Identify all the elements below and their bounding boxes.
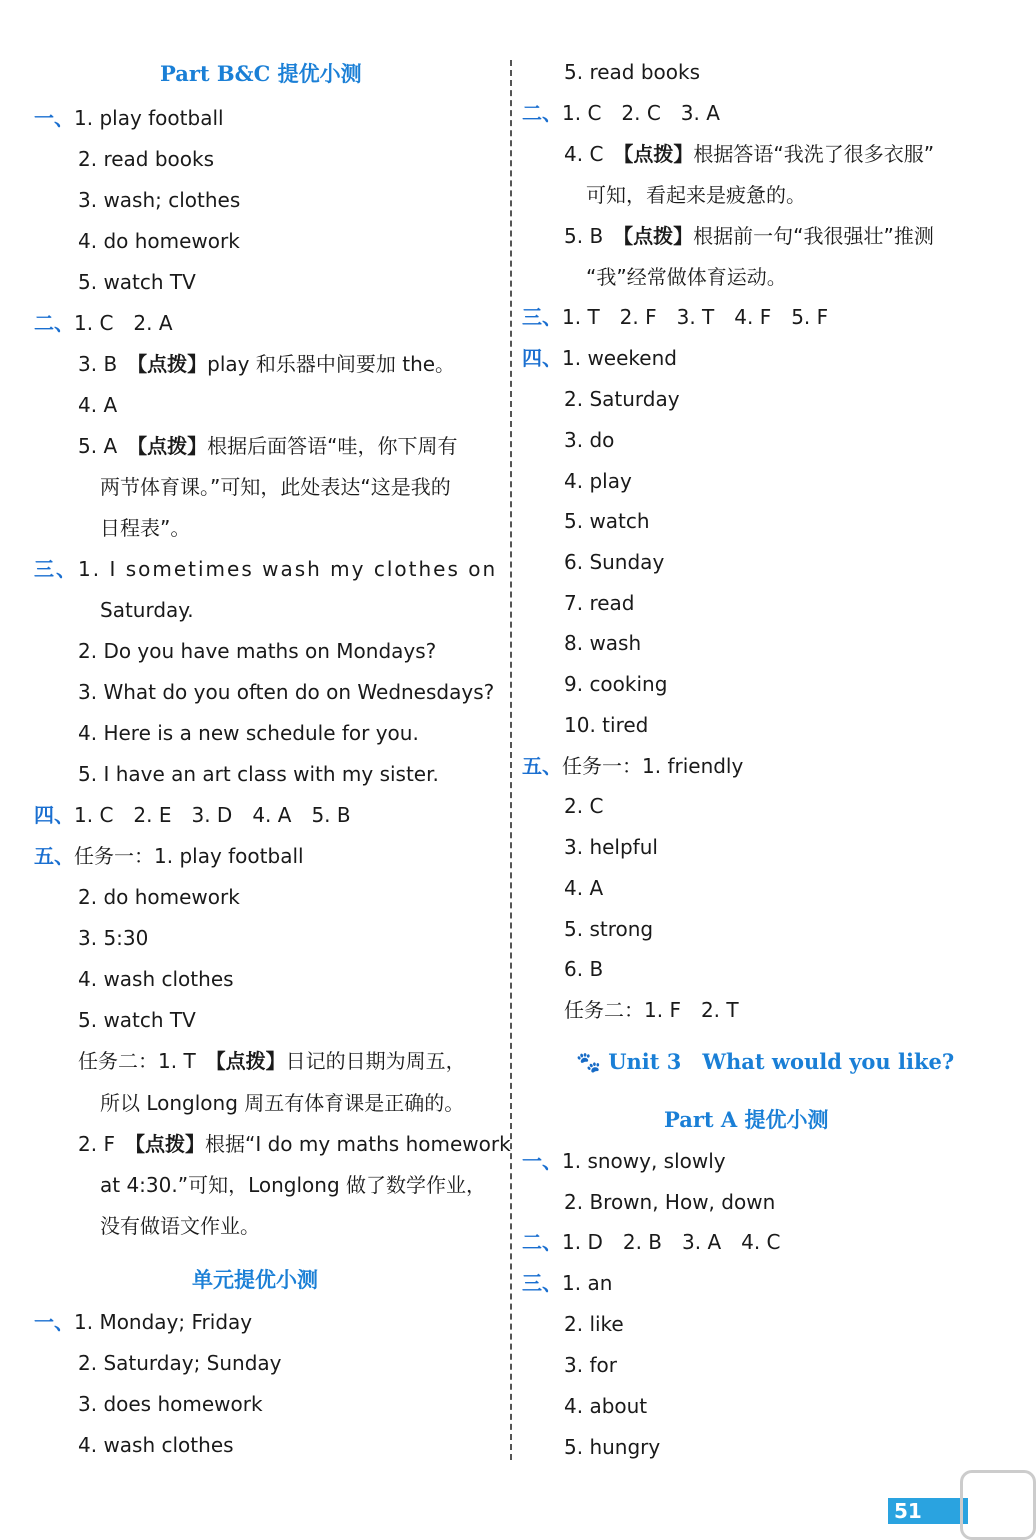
answer-line: 一、1. play football (34, 106, 224, 130)
section-marker: 二、 (34, 311, 74, 335)
section-marker: 五、 (34, 844, 74, 868)
answer-line: 4. A (78, 393, 118, 417)
answer-line: 3. helpful (564, 835, 658, 859)
section-heading: Part A 提优小测 (664, 1107, 829, 1132)
answer-line: 任务二：1. T 【点拨】日记的日期为周五， (78, 1049, 466, 1073)
answer-line: 2. F 【点拨】根据“I do my maths homework (78, 1132, 511, 1156)
section-marker: 五、 (522, 754, 562, 778)
answer-line: 5. strong (564, 917, 654, 941)
answer-line: 三、1. I sometimes wash my clothes on (34, 557, 498, 581)
section-marker: 一、 (34, 106, 74, 130)
answer-line: 所以 Longlong 周五有体育课是正确的。 (100, 1091, 465, 1115)
answer-line: Saturday. (100, 598, 194, 622)
watermark-logo (960, 1470, 1036, 1540)
answer-line: 2. Saturday; Sunday (78, 1351, 282, 1375)
answer-line: 任务二：1. F 2. T (564, 998, 739, 1022)
answer-line: 2. like (564, 1312, 624, 1336)
paw-icon: 🐾 (576, 1050, 601, 1074)
hint-label: 【点拨】 (137, 352, 208, 376)
answer-line: 4. play (564, 469, 632, 493)
unit-title: 🐾 Unit 3 What would you like? (576, 1049, 955, 1074)
answer-line: 3. B 【点拨】play 和乐器中间要加 the。 (78, 352, 456, 376)
column-divider (510, 60, 512, 1460)
answer-line: 6. Sunday (564, 550, 665, 574)
hint-label: 【点拨】 (137, 434, 208, 458)
answer-line: 4. C 【点拨】根据答语“我洗了很多衣服” (564, 142, 935, 166)
hint-label: 【点拨】 (134, 1132, 205, 1156)
answer-line: at 4:30.”可知，Longlong 做了数学作业， (100, 1173, 487, 1197)
answer-line: 四、1. C 2. E 3. D 4. A 5. B (34, 803, 351, 827)
section-marker: 一、 (522, 1149, 562, 1173)
answer-line: 7. read (564, 591, 635, 615)
answer-line: 2. C (564, 794, 604, 818)
page-number: 51 (888, 1498, 968, 1524)
answer-line: 两节体育课。”可知，此处表达“这是我的 (100, 475, 451, 499)
answer-line: 3. 5:30 (78, 926, 149, 950)
answer-line: 三、1. an (522, 1271, 613, 1295)
answer-line: 四、1. weekend (522, 346, 677, 370)
answer-line: 3. do (564, 428, 615, 452)
section-marker: 四、 (34, 803, 74, 827)
section-heading: 单元提优小测 (192, 1267, 318, 1292)
answer-line: 4. wash clothes (78, 967, 234, 991)
answer-line: 五、任务一：1. play football (34, 844, 304, 868)
answer-line: 二、1. D 2. B 3. A 4. C (522, 1230, 781, 1254)
answer-line: 3. wash; clothes (78, 188, 241, 212)
section-marker: 二、 (522, 1230, 562, 1254)
answer-line: 4. do homework (78, 229, 240, 253)
answer-line: 三、1. T 2. F 3. T 4. F 5. F (522, 305, 829, 329)
answer-line: 5. B 【点拨】根据前一句“我很强壮”推测 (564, 224, 934, 248)
answer-line: 一、1. Monday; Friday (34, 1310, 253, 1334)
answer-line: 没有做语文作业。 (100, 1214, 260, 1238)
answer-line: 5. hungry (564, 1435, 661, 1459)
answer-line: 5. read books (564, 60, 701, 84)
answer-line: 3. What do you often do on Wednesdays? (78, 680, 495, 704)
answer-line: 4. wash clothes (78, 1433, 234, 1457)
section-marker: 三、 (522, 1271, 562, 1295)
answer-line: 5. I have an art class with my sister. (78, 762, 439, 786)
section-marker: 二、 (522, 101, 562, 125)
answer-line: 5. watch (564, 509, 650, 533)
answer-line: 五、任务一：1. friendly (522, 754, 744, 778)
hint-label: 【点拨】 (623, 224, 694, 248)
answer-line: 8. wash (564, 631, 642, 655)
section-heading: Part B&C 提优小测 (160, 61, 362, 86)
answer-line: 5. A 【点拨】根据后面答语“哇，你下周有 (78, 434, 458, 458)
answer-line: 2. Do you have maths on Mondays? (78, 639, 437, 663)
answer-line: 9. cooking (564, 672, 668, 696)
answer-line: 日程表”。 (100, 516, 191, 540)
answer-line: 6. B (564, 957, 604, 981)
section-marker: 一、 (34, 1310, 74, 1334)
answer-line: 5. watch TV (78, 270, 196, 294)
answer-line: 一、1. snowy, slowly (522, 1149, 726, 1173)
answer-line: 5. watch TV (78, 1008, 196, 1032)
answer-line: 3. does homework (78, 1392, 263, 1416)
answer-line: 2. Saturday (564, 387, 680, 411)
answer-line: 2. do homework (78, 885, 240, 909)
answer-line: 4. about (564, 1394, 648, 1418)
answer-line: 二、1. C 2. C 3. A (522, 101, 720, 125)
section-marker: 三、 (522, 305, 562, 329)
hint-label: 【点拨】 (215, 1049, 286, 1073)
answer-line: 10. tired (564, 713, 649, 737)
section-marker: 四、 (522, 346, 562, 370)
answer-line: 3. for (564, 1353, 617, 1377)
answer-line: 可知，看起来是疲惫的。 (586, 183, 806, 207)
answer-line: 2. read books (78, 147, 215, 171)
hint-label: 【点拨】 (623, 142, 694, 166)
answer-line: “我”经常做体育运动。 (586, 265, 787, 289)
answer-line: 4. Here is a new schedule for you. (78, 721, 419, 745)
answer-line: 4. A (564, 876, 604, 900)
answer-line: 二、1. C 2. A (34, 311, 173, 335)
answer-line: 2. Brown, How, down (564, 1190, 776, 1214)
section-marker: 三、 (34, 557, 78, 581)
